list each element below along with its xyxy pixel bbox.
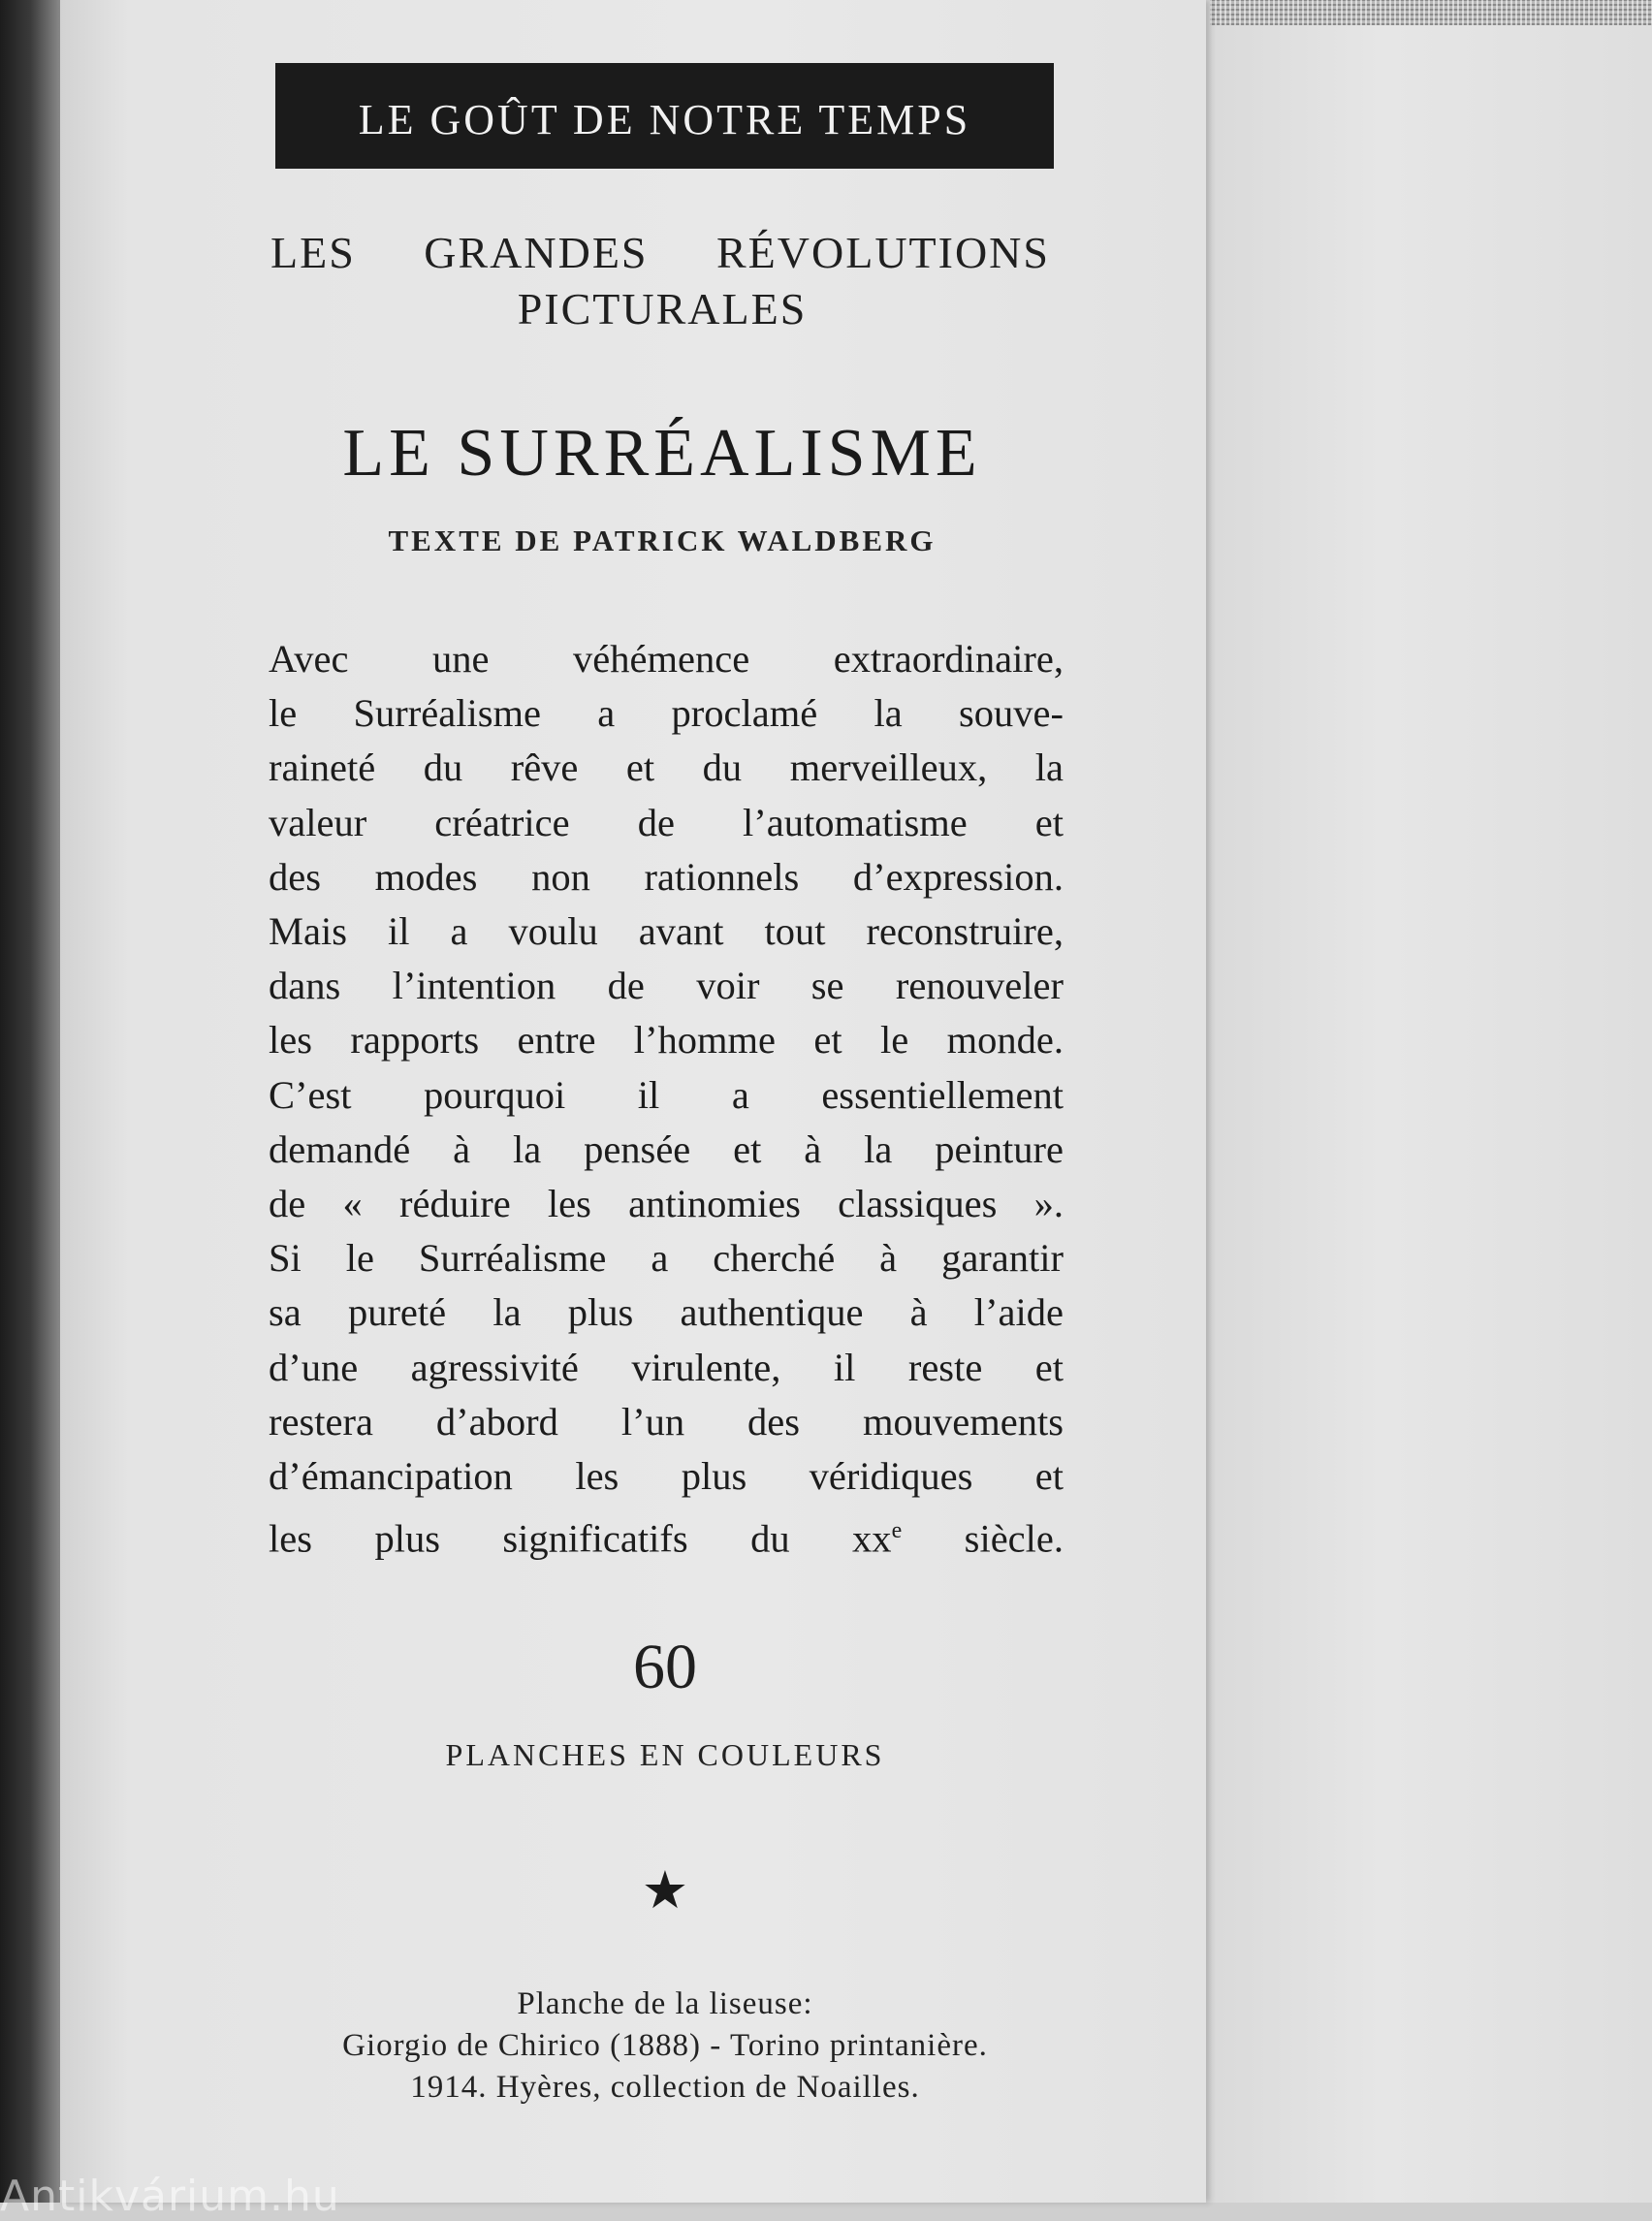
blurb-line: d’une agressivité virulente, il reste et [269, 1345, 1064, 1389]
plate-caption [265, 1983, 1065, 2109]
book-cover-edge [1202, 0, 1652, 2203]
blurb-line: demandé à la pensée et à la peinture [269, 1126, 1064, 1171]
series-banner [275, 63, 1054, 169]
blurb-line: C’est pourquoi il a essentiellement [269, 1072, 1064, 1117]
plates-label: PLANCHES EN COULEURS [445, 1737, 885, 1772]
book-spine [0, 0, 60, 2203]
collection-title-line-1 [265, 225, 1060, 281]
blurb-line: les rapports entre l’homme et le monde. [269, 1018, 1064, 1063]
blurb-line: d’émancipation les plus véridiques et [269, 1454, 1064, 1499]
collection-title-line-2: PICTURALES [517, 284, 808, 333]
plate-count: 60 [633, 1632, 697, 1702]
caption-line: Planche de la liseuse: [517, 1986, 813, 2021]
blurb-text [269, 632, 1064, 1567]
series-title: LE GOÛT DE NOTRE TEMPS [358, 96, 971, 143]
star-ornament-icon: ★ [641, 1859, 689, 1920]
blurb-line: de « réduire les antinomies classiques ». [269, 1182, 1064, 1226]
book-page [60, 0, 1206, 2203]
blurb-line: des modes non rationnels d’expression. [269, 854, 1064, 899]
watermark: Antikvárium.hu [0, 2172, 340, 2221]
book-title: LE SURRÉALISME [342, 416, 982, 491]
collection-word: RÉVOLUTIONS [716, 228, 1050, 277]
collection-word: LES [270, 228, 356, 277]
blurb-line: dans l’intention de voir se renouveler [269, 964, 1064, 1008]
collection-word: GRANDES [424, 228, 649, 277]
blurb-line: restera d’abord l’un des mouvements [269, 1399, 1064, 1444]
blurb-last-line-end: siècle. [902, 1516, 1064, 1561]
blurb-line: Avec une véhémence extraordinaire, [269, 637, 1064, 681]
blurb-line: le Surréalisme a proclamé la souve- [269, 691, 1064, 736]
collection-title [265, 225, 1060, 337]
century-superscript: e [891, 1518, 903, 1544]
blurb-last-line-text: les plus significatifs du xx [269, 1516, 892, 1561]
blurb-line: valeur créatrice de l’automatisme et [269, 800, 1064, 844]
blurb-line: Mais il a voulu avant tout reconstruire, [269, 909, 1064, 954]
caption-line: Giorgio de Chirico (1888) - Torino printanière. [342, 2028, 988, 2063]
fabric-texture [1210, 0, 1652, 25]
blurb-line: raineté du rêve et du merveilleux, la [269, 746, 1064, 790]
author-byline: TEXTE DE PATRICK WALDBERG [388, 524, 937, 557]
caption-line: 1914. Hyères, collection de Noailles. [410, 2070, 920, 2105]
blurb-last-line [269, 1504, 1064, 1567]
blurb-line: Si le Surréalisme a cherché à garantir [269, 1236, 1064, 1281]
blurb-line: sa pureté la plus authentique à l’aide [269, 1290, 1064, 1335]
